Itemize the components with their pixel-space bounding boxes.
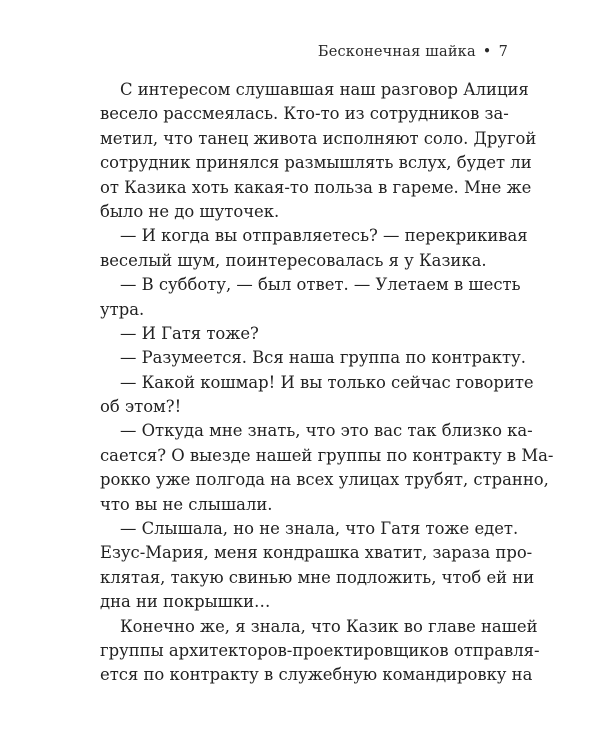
text-line: Езус-Мария, меня кондрашка хватит, зараза про- bbox=[100, 543, 533, 563]
text-line: от Казика хоть какая-то польза в гареме. Мне же bbox=[100, 177, 532, 197]
text-line: сается? О выезде нашей группы по контракту в Ма- bbox=[100, 445, 554, 465]
text-line: — Какой кошмар! И вы только сейчас говорите bbox=[120, 372, 534, 392]
running-head-separator: • bbox=[482, 44, 492, 60]
text-line: — И Гатя тоже? bbox=[120, 323, 259, 343]
text-line: об этом?! bbox=[100, 397, 182, 417]
text-line: — Откуда мне знать, что это вас так близко ка- bbox=[120, 421, 533, 441]
text-line: Конечно же, я знала, что Казик во главе нашей bbox=[120, 616, 538, 636]
body-text bbox=[100, 78, 554, 688]
text-line: метил, что танец живота исполняют соло. Другой bbox=[100, 128, 537, 148]
text-line: весело рассмеялась. Кто-то из сотрудников за- bbox=[100, 104, 509, 124]
text-line: С интересом слушавшая наш разговор Алиция bbox=[120, 80, 529, 99]
text-line: было не до шуточек. bbox=[100, 201, 280, 221]
text-line: ется по контракту в служебную командировку на bbox=[100, 665, 533, 685]
text-line: утра. bbox=[100, 299, 145, 319]
text-line: рокко уже полгода на всех улицах трубят, странно, bbox=[100, 470, 549, 490]
text-line: дна ни покрышки… bbox=[100, 592, 271, 612]
text-line: что вы не слышали. bbox=[100, 494, 273, 514]
page-number: 7 bbox=[498, 44, 508, 60]
text-line: — Слышала, но не знала, что Гатя тоже едет. bbox=[120, 519, 519, 539]
running-head bbox=[318, 44, 508, 60]
running-head-title: Бесконечная шайка bbox=[317, 44, 476, 60]
text-line: клятая, такую свинью мне подложить, чтоб ей ни bbox=[100, 567, 535, 587]
text-line: веселый шум, поинтересовалась я у Казика. bbox=[100, 250, 487, 270]
text-line: группы архитекторов-проектировщиков отправля- bbox=[100, 640, 540, 660]
text-line: — В субботу, — был ответ. — Улетаем в шесть bbox=[120, 275, 521, 295]
text-line: — Разумеется. Вся наша группа по контракту. bbox=[120, 348, 526, 368]
text-line: сотрудник принялся размышлять вслух, будет ли bbox=[100, 153, 532, 173]
text-line: — И когда вы отправляетесь? — перекрикивая bbox=[120, 226, 528, 246]
